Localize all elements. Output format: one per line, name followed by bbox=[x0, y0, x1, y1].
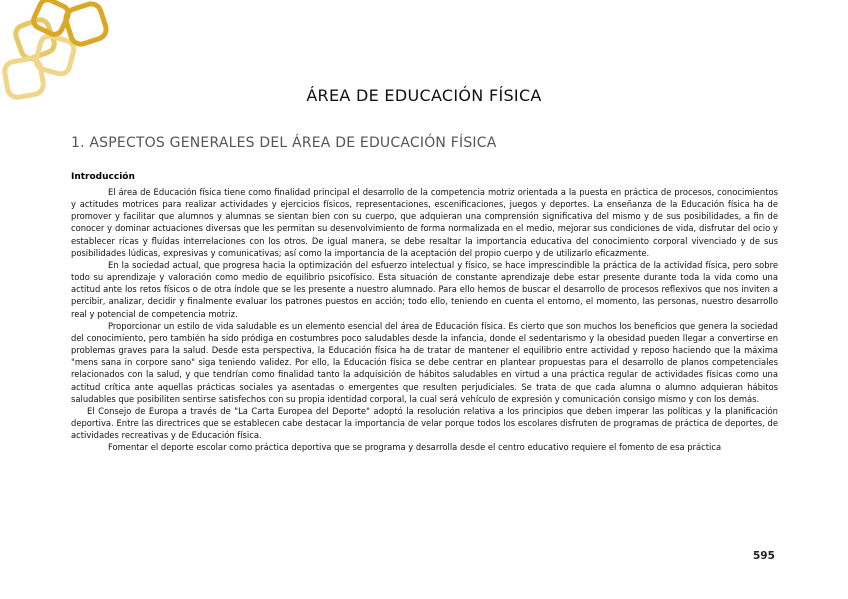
page-number: 595 bbox=[753, 550, 775, 562]
paragraph-council-europe: El Consejo de Europa a través de "La Carta Europea del Deporte" adoptó la resolución relativa a los principios que deben imperar las políticas y la planificación deportiva. Entre las directrices que se establecen cabe destacar la importancia de velar porque todos los escolares disfruten de programas de práctica de deportes, de actividades recreativas y de Educación física. bbox=[71, 405, 778, 441]
document-body bbox=[71, 172, 778, 453]
page-title: ÁREA DE EDUCACIÓN FÍSICA bbox=[306, 86, 542, 105]
section-heading: 1. ASPECTOS GENERALES DEL ÁREA DE EDUCACIÓN FÍSICA bbox=[71, 135, 497, 151]
paragraph-healthy-life: Proporcionar un estilo de vida saludable es un elemento esencial del área de Educación física. Es cierto que son muchos los beneficios que genera la sociedad del conocimiento, pero también ha sido pródiga en costumbres poco saludables desde la infancia, donde el sedentarismo y la obesidad pueden llegar a convertirse en problemas graves para la salud. Desde esta perspectiva, la Educación física ha de tratar de mantener el equilibrio entre actividad y reposo haciendo que la máxima "mens sana in corpore sano" siga teniendo validez. Por ello, la Educación física se debe centrar en plantear propuestas para el desarrollo de planos competenciales relacionados con la salud, y que tendrían como finalidad tanto la adquisición de hábitos saludables en virtud a una práctica regular de actividades físicas como una actitud crítica ante aquellas prácticas sociales ya asentadas o emergentes que resulten perjudiciales. Se trata de que cada alumna o alumno adquieran hábitos saludables que posibiliten sentirse satisfechos con su propia identidad corporal, la cual será vehículo de expresión y comunicación consigo mismo y con los demás. bbox=[71, 320, 778, 404]
paragraph-school-sport: Fomentar el deporte escolar como práctica deportiva que se programa y desarrolla desde el centro educativo requiere el fomento de esa práctica bbox=[108, 442, 722, 453]
sub-heading: Introducción bbox=[71, 172, 135, 182]
paragraph-intro: El área de Educación física tiene como finalidad principal el desarrollo de la competencia motriz orientada a la puesta en práctica de procesos, conocimientos y actitudes motrices para realizar actividades y ejercicios físicos, representaciones, escenificaciones, juegos y deportes. La enseñanza de la Educación física ha de promover y facilitar que alumnos y alumnas se sientan bien con su cuerpo, que adquieran una comprensión significativa del mismo y de sus posibilidades, a fin de conocer y dominar actuaciones diversas que les permitan su desenvolvimiento de forma normalizada en el medio, mejorar sus condiciones de vida, disfrutar del ocio y establecer ricas y fluidas interrelaciones con los otros. De igual manera, se debe resaltar la importancia educativa del conocimiento corporal vivenciado y de sus posibilidades lúdicas, expresivas y comunicativas; así como la importancia de la aceptación del propio cuerpo y de utilizarlo eficazmente. bbox=[71, 187, 778, 258]
paragraph-society: En la sociedad actual, que progresa hacia la optimización del esfuerzo intelectual y físico, se hace imprescindible la práctica de la actividad física, pero sobre todo su aprendizaje y valoración como medio de equilibrio psicofísico. Esta situación de constante aprendizaje debe estar presente durante toda la vida como una actitud ante los retos físicos o de otra índole que se les presente a nuestro alumnado. Para ello hemos de buscar el desarrollo de procesos reflexivos que nos inviten a percibir, analizar, decidir y finalmente evaluar los patrones puestos en acción; todo ello, teniendo en cuenta el entorno, el momento, las personas, nuestro desarrollo real y potencial de competencia motriz. bbox=[71, 259, 778, 319]
